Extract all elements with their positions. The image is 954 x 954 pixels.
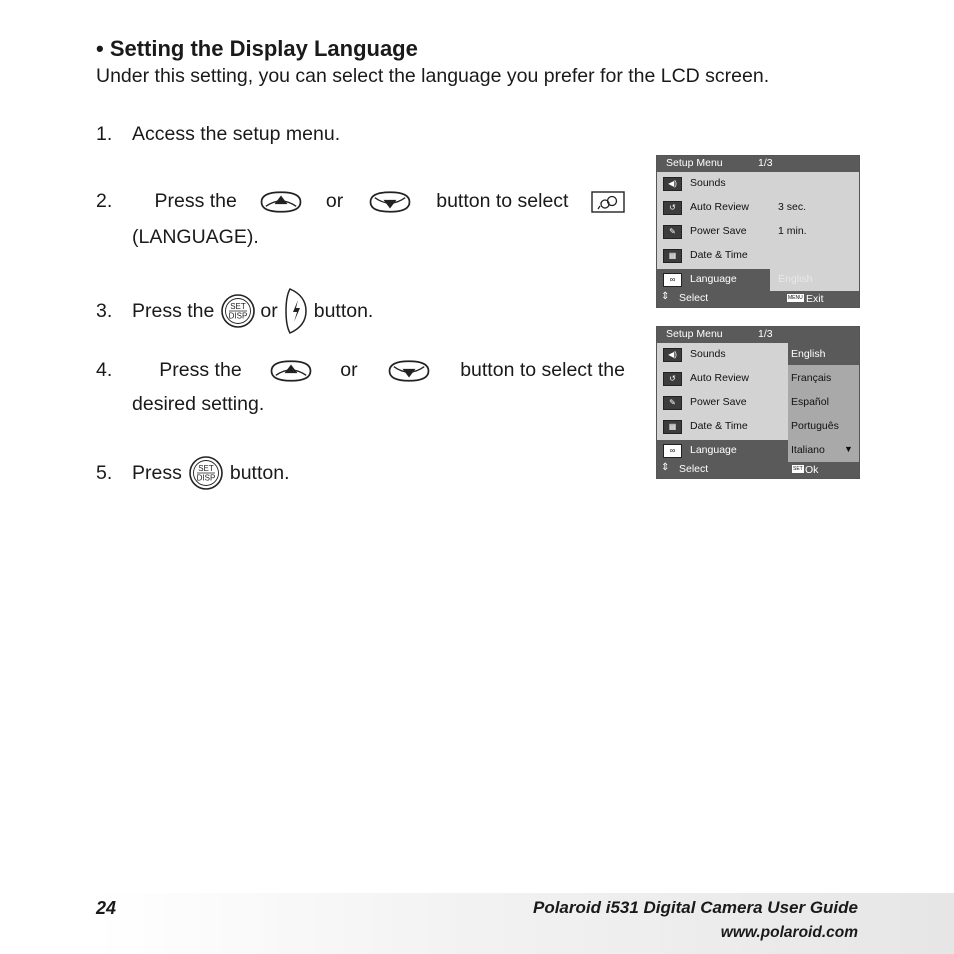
lcd-row-language bbox=[657, 269, 859, 291]
step-2-continuation: (LANGUAGE). bbox=[132, 226, 259, 248]
step-4 bbox=[96, 354, 625, 387]
lcd-footer-exit: Exit bbox=[806, 293, 824, 305]
down-arrow-button-icon bbox=[385, 358, 433, 384]
up-arrow-button-icon bbox=[269, 358, 313, 384]
lcd-footer bbox=[657, 462, 859, 478]
lcd-row-power-save bbox=[657, 221, 859, 243]
language-option: Português bbox=[791, 420, 839, 432]
lcd-row-label: Auto Review bbox=[690, 372, 749, 384]
lcd-row-label: Language bbox=[690, 273, 737, 285]
lcd-row-sounds bbox=[657, 173, 859, 195]
up-down-arrow-icon: ⇕ bbox=[661, 462, 670, 473]
step-2 bbox=[96, 185, 625, 218]
section-heading: • Setting the Display Language bbox=[96, 36, 418, 61]
sound-icon: ◀) bbox=[663, 177, 682, 191]
step-text: button to select the bbox=[460, 359, 625, 381]
step-text: button. bbox=[229, 461, 290, 484]
intro-paragraph: Under this setting, you can select the language you prefer for the LCD screen. bbox=[96, 65, 770, 87]
step-number: 3. bbox=[96, 299, 113, 322]
language-options-list bbox=[788, 343, 859, 462]
set-disp-button-icon bbox=[220, 293, 256, 329]
up-arrow-button-icon bbox=[259, 189, 303, 215]
up-down-arrow-icon: ⇕ bbox=[661, 291, 670, 302]
lcd-header bbox=[657, 327, 859, 343]
language-icon bbox=[591, 191, 625, 213]
language-option: Français bbox=[791, 372, 832, 384]
step-1 bbox=[96, 118, 340, 151]
lcd-page: 1/3 bbox=[758, 328, 773, 340]
lcd-row-label: Power Save bbox=[690, 396, 747, 408]
lcd-row-label: Sounds bbox=[690, 177, 726, 189]
guide-title: Polaroid i531 Digital Camera User Guide bbox=[532, 898, 858, 917]
language-icon: ∞ bbox=[663, 444, 682, 458]
language-option: English bbox=[791, 348, 826, 360]
calendar-icon: ▦ bbox=[663, 420, 682, 434]
language-icon: ∞ bbox=[663, 273, 682, 287]
lcd-page: 1/3 bbox=[758, 157, 773, 169]
lcd-row-auto-review bbox=[657, 197, 859, 219]
set-key-icon: SET bbox=[793, 466, 803, 472]
step-text: or bbox=[260, 299, 278, 322]
review-icon: ↺ bbox=[663, 201, 682, 215]
step-text: or bbox=[340, 359, 358, 381]
lcd-row-label: Language bbox=[690, 444, 737, 456]
lcd-row-value: English bbox=[778, 273, 813, 285]
step-text: Press the bbox=[132, 299, 215, 322]
lcd-row-label: Date & Time bbox=[690, 420, 748, 432]
step-number: 2. bbox=[96, 190, 113, 212]
lcd-row-value: 1 min. bbox=[778, 225, 807, 237]
lcd-row-label: Sounds bbox=[690, 348, 726, 360]
svg-text:DISP: DISP bbox=[229, 311, 248, 321]
lcd-footer bbox=[657, 291, 859, 307]
svg-text:SET: SET bbox=[198, 464, 214, 473]
sound-icon: ◀) bbox=[663, 348, 682, 362]
lcd-row-label: Auto Review bbox=[690, 201, 749, 213]
step-5 bbox=[96, 455, 290, 491]
svg-text:SET: SET bbox=[230, 302, 247, 311]
lcd-title: Setup Menu bbox=[666, 157, 723, 169]
set-disp-button-icon bbox=[188, 455, 224, 491]
lcd-row-date-time bbox=[657, 245, 859, 267]
page-number: 24 bbox=[96, 898, 117, 918]
step-text: or bbox=[325, 190, 344, 212]
lcd-footer-select: Select bbox=[679, 292, 709, 304]
scroll-down-arrow-icon: ▼ bbox=[844, 444, 853, 454]
power-save-icon: ✎ bbox=[663, 396, 682, 410]
svg-text:DISP: DISP bbox=[196, 473, 216, 483]
step-text: button to select bbox=[436, 190, 569, 212]
step-number: 4. bbox=[96, 359, 113, 381]
down-arrow-button-icon bbox=[366, 189, 414, 215]
step-text: button. bbox=[313, 299, 374, 322]
lcd-screen-language-options bbox=[656, 326, 860, 479]
lcd-title: Setup Menu bbox=[666, 328, 723, 340]
step-text: Press the bbox=[159, 359, 242, 381]
lcd-screen-setup-menu bbox=[656, 155, 860, 308]
lcd-row-label: Date & Time bbox=[690, 249, 748, 261]
step-number: 1. bbox=[96, 123, 113, 145]
step-3 bbox=[96, 286, 373, 336]
step-text: Press bbox=[132, 461, 182, 484]
lcd-header bbox=[657, 156, 859, 172]
lcd-row-value: 3 sec. bbox=[778, 201, 807, 213]
power-save-icon: ✎ bbox=[663, 225, 682, 239]
menu-key-icon: MENU bbox=[788, 295, 803, 301]
step-number: 5. bbox=[96, 461, 113, 484]
lcd-footer-select: Select bbox=[679, 463, 709, 475]
lcd-row-label: Power Save bbox=[690, 225, 747, 237]
calendar-icon: ▦ bbox=[663, 249, 682, 263]
step-text: Press the bbox=[154, 190, 237, 212]
lcd-footer-ok: Ok bbox=[805, 464, 819, 476]
step-text: Access the setup menu. bbox=[132, 123, 341, 145]
website-link[interactable]: www.polaroid.com bbox=[720, 924, 858, 941]
review-icon: ↺ bbox=[663, 372, 682, 386]
flash-right-button-icon bbox=[284, 286, 308, 336]
language-option: Italiano bbox=[791, 444, 825, 456]
language-option: Español bbox=[791, 396, 829, 408]
step-4-continuation: desired setting. bbox=[132, 393, 265, 415]
